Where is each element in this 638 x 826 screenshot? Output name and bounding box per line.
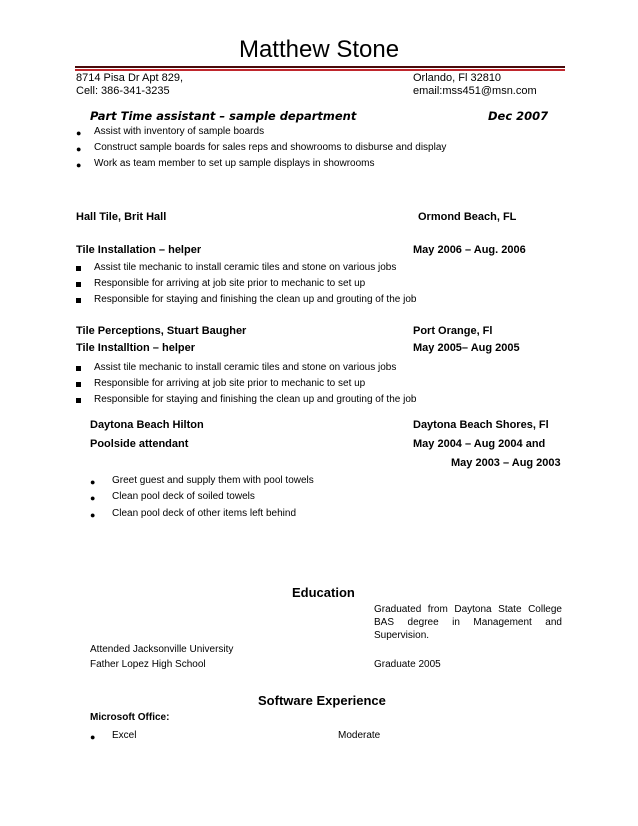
job1-bullet-2: Construct sample boards for sales reps and showrooms to disburse and display xyxy=(94,142,447,153)
software-heading: Software Experience xyxy=(258,693,386,708)
bullet-dot: ● xyxy=(76,144,82,154)
phone: Cell: 386-341-3235 xyxy=(76,85,170,97)
resume-name: Matthew Stone xyxy=(238,36,400,63)
address: 8714 Pisa Dr Apt 829, xyxy=(76,72,184,84)
job4-bullet-3: Clean pool deck of other items left behind xyxy=(112,508,296,519)
square-bullet xyxy=(76,282,81,287)
job1-title: Part Time assistant – sample department xyxy=(90,109,357,123)
job2-bullet-2: Responsible for arriving at job site prior to mechanic to set up xyxy=(94,278,366,289)
square-bullet xyxy=(76,366,81,371)
education-school-grad: Graduate 2005 xyxy=(374,659,441,670)
job4-location: Daytona Beach Shores, Fl xyxy=(413,419,549,431)
job3-role: Tile Installtion – helper xyxy=(76,342,195,354)
job4-date-2: May 2003 – Aug 2003 xyxy=(451,457,561,469)
square-bullet xyxy=(76,298,81,303)
bullet-dot: ● xyxy=(90,732,96,742)
job1-bullet-1: Assist with inventory of sample boards xyxy=(94,126,265,137)
education-heading: Education xyxy=(292,585,355,600)
job3-company: Tile Perceptions, Stuart Baugher xyxy=(76,325,247,337)
header-rule-accent xyxy=(75,69,565,71)
square-bullet xyxy=(76,398,81,403)
job4-bullet-1: Greet guest and supply them with pool towels xyxy=(112,475,314,486)
job2-bullet-3: Responsible for staying and finishing the clean up and grouting of the job xyxy=(94,294,417,305)
bullet-dot: ● xyxy=(90,510,96,520)
job2-bullet-1: Assist tile mechanic to install ceramic tiles and stone on various jobs xyxy=(94,262,397,273)
bullet-dot: ● xyxy=(76,160,82,170)
bullet-dot: ● xyxy=(90,493,96,503)
job1-date: Dec 2007 xyxy=(488,109,549,123)
bullet-dot: ● xyxy=(76,128,82,138)
job2-location: Ormond Beach, FL xyxy=(418,211,517,223)
email: email:mss451@msn.com xyxy=(413,85,537,97)
job3-bullet-3: Responsible for staying and finishing the clean up and grouting of the job xyxy=(94,394,417,405)
job2-company: Hall Tile, Brit Hall xyxy=(76,211,167,223)
bullet-dot: ● xyxy=(90,477,96,487)
job3-date: May 2005– Aug 2005 xyxy=(413,342,520,354)
job3-bullet-1: Assist tile mechanic to install ceramic tiles and stone on various jobs xyxy=(94,362,397,373)
job4-company: Daytona Beach Hilton xyxy=(90,419,204,431)
software-level: Moderate xyxy=(338,730,381,741)
job4-bullet-2: Clean pool deck of soiled towels xyxy=(112,491,255,502)
job4-role: Poolside attendant xyxy=(90,438,189,450)
job3-location: Port Orange, Fl xyxy=(413,325,493,337)
software-item: Excel xyxy=(112,730,137,741)
education-university: Attended Jacksonville University xyxy=(90,644,234,655)
square-bullet xyxy=(76,266,81,271)
software-group: Microsoft Office: xyxy=(90,712,170,723)
square-bullet xyxy=(76,382,81,387)
job4-date-1: May 2004 – Aug 2004 and xyxy=(413,438,546,450)
education-degree: Graduated from Daytona State College BAS degree in Management and Supervision. xyxy=(374,604,562,641)
city: Orlando, Fl 32810 xyxy=(413,72,502,84)
education-school: Father Lopez High School xyxy=(90,659,206,670)
job3-bullet-2: Responsible for arriving at job site prior to mechanic to set up xyxy=(94,378,366,389)
job1-bullet-3: Work as team member to set up sample displays in showrooms xyxy=(94,158,375,169)
job2-role: Tile Installation – helper xyxy=(76,244,202,256)
job2-date: May 2006 – Aug. 2006 xyxy=(413,244,526,256)
